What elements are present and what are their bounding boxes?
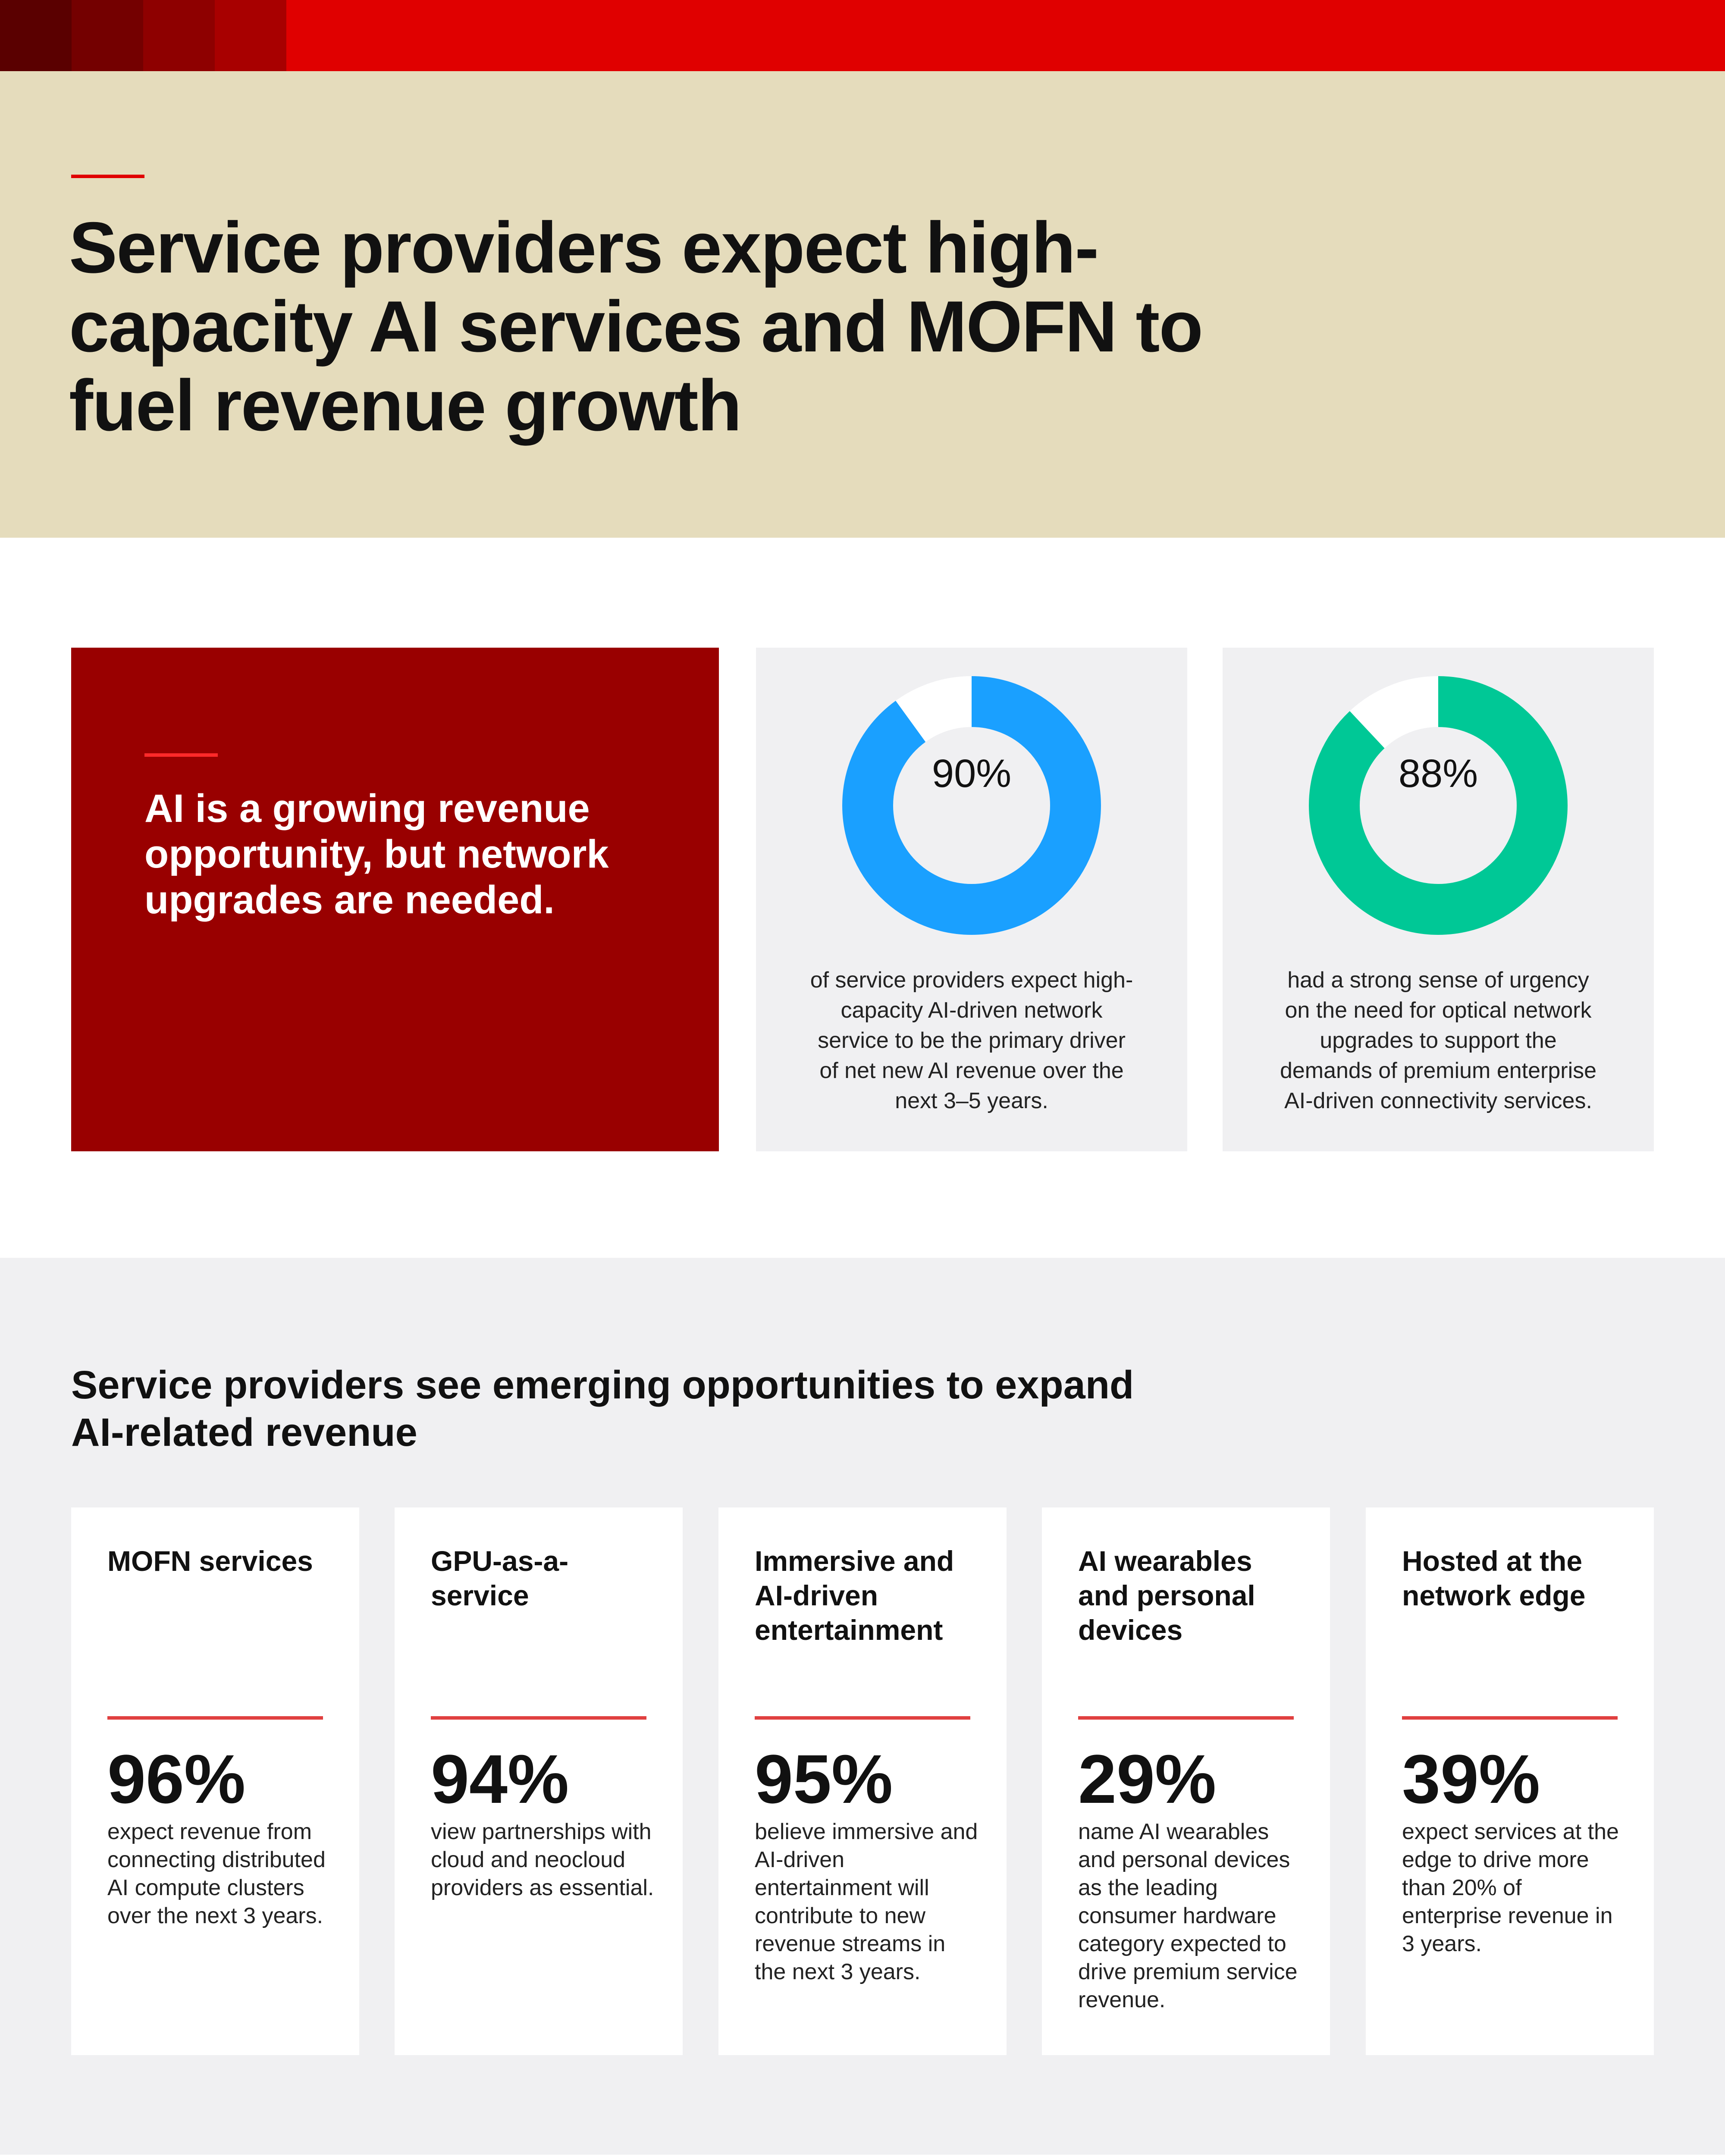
donut-value: 88% xyxy=(1398,752,1478,796)
card-heading: MOFN services xyxy=(107,1545,313,1577)
opportunity-card xyxy=(1366,1507,1654,2055)
card-description: expect revenue from connecting distributed AI compute clusters over the next 3 years. xyxy=(107,1819,326,1928)
accent-line xyxy=(144,753,218,757)
card-heading: GPU-as-a-service xyxy=(431,1545,569,1611)
card-percent: 39% xyxy=(1402,1740,1540,1818)
color-block xyxy=(143,0,215,71)
donut-card xyxy=(756,648,1187,1151)
card-description: expect services at the edge to drive more than 20% of enterprise revenue in 3 years. xyxy=(1402,1819,1619,1956)
card-heading: AI wearables and personal devices xyxy=(1078,1545,1255,1646)
card-percent: 94% xyxy=(431,1740,569,1818)
card-heading: Hosted at the network edge xyxy=(1402,1545,1586,1611)
donut-chart xyxy=(1309,676,1568,935)
color-block xyxy=(215,0,286,71)
card-description: believe immersive and AI-driven entertainment will contribute to new revenue streams in the next 3 years. xyxy=(755,1819,978,1984)
divider xyxy=(431,1716,646,1720)
color-block xyxy=(72,0,143,71)
donut-card xyxy=(1223,648,1654,1151)
section-title: Service providers see emerging opportunities to expand AI-related revenue xyxy=(71,1363,1134,1454)
donut-caption: of service providers expect high-capacity AI-driven network service to be the primary driver of net new AI revenue over the next 3–5 years. xyxy=(810,968,1133,1113)
card-percent: 95% xyxy=(755,1740,893,1818)
card-heading: Immersive and AI-driven entertainment xyxy=(755,1545,954,1646)
color-block xyxy=(0,0,72,71)
divider xyxy=(1402,1716,1618,1720)
donut-chart xyxy=(842,676,1101,935)
donut-arc xyxy=(868,702,1076,909)
opportunities-section xyxy=(0,1258,1725,2155)
page-title: Service providers expect high-capacity AI services and MOFN to fuel revenue growth xyxy=(69,207,1203,446)
donut-caption: had a strong sense of urgency on the need for optical network upgrades to support the demands of premium enterprise AI-driven connectivity services. xyxy=(1280,968,1597,1113)
divider xyxy=(1078,1716,1294,1720)
hero-section xyxy=(0,71,1725,538)
intro-headline: AI is a growing revenue opportunity, but network upgrades are needed. xyxy=(144,787,609,922)
divider xyxy=(107,1716,323,1720)
opportunity-card xyxy=(395,1507,683,2055)
donut-arc xyxy=(1334,702,1542,909)
opportunity-card xyxy=(718,1507,1007,2055)
opportunity-card xyxy=(71,1507,359,2055)
top-color-bar xyxy=(0,0,1725,71)
intro-card xyxy=(71,648,719,1151)
card-description: view partnerships with cloud and neocloud providers as essential. xyxy=(431,1819,654,1900)
donut-value: 90% xyxy=(932,752,1012,796)
opportunity-card xyxy=(1042,1507,1330,2055)
card-percent: 29% xyxy=(1078,1740,1217,1818)
card-percent: 96% xyxy=(107,1740,246,1818)
card-description: name AI wearables and personal devices as the leading consumer hardware category expected to drive premium service revenue. xyxy=(1078,1819,1298,2012)
accent-line xyxy=(71,175,144,178)
divider xyxy=(755,1716,970,1720)
